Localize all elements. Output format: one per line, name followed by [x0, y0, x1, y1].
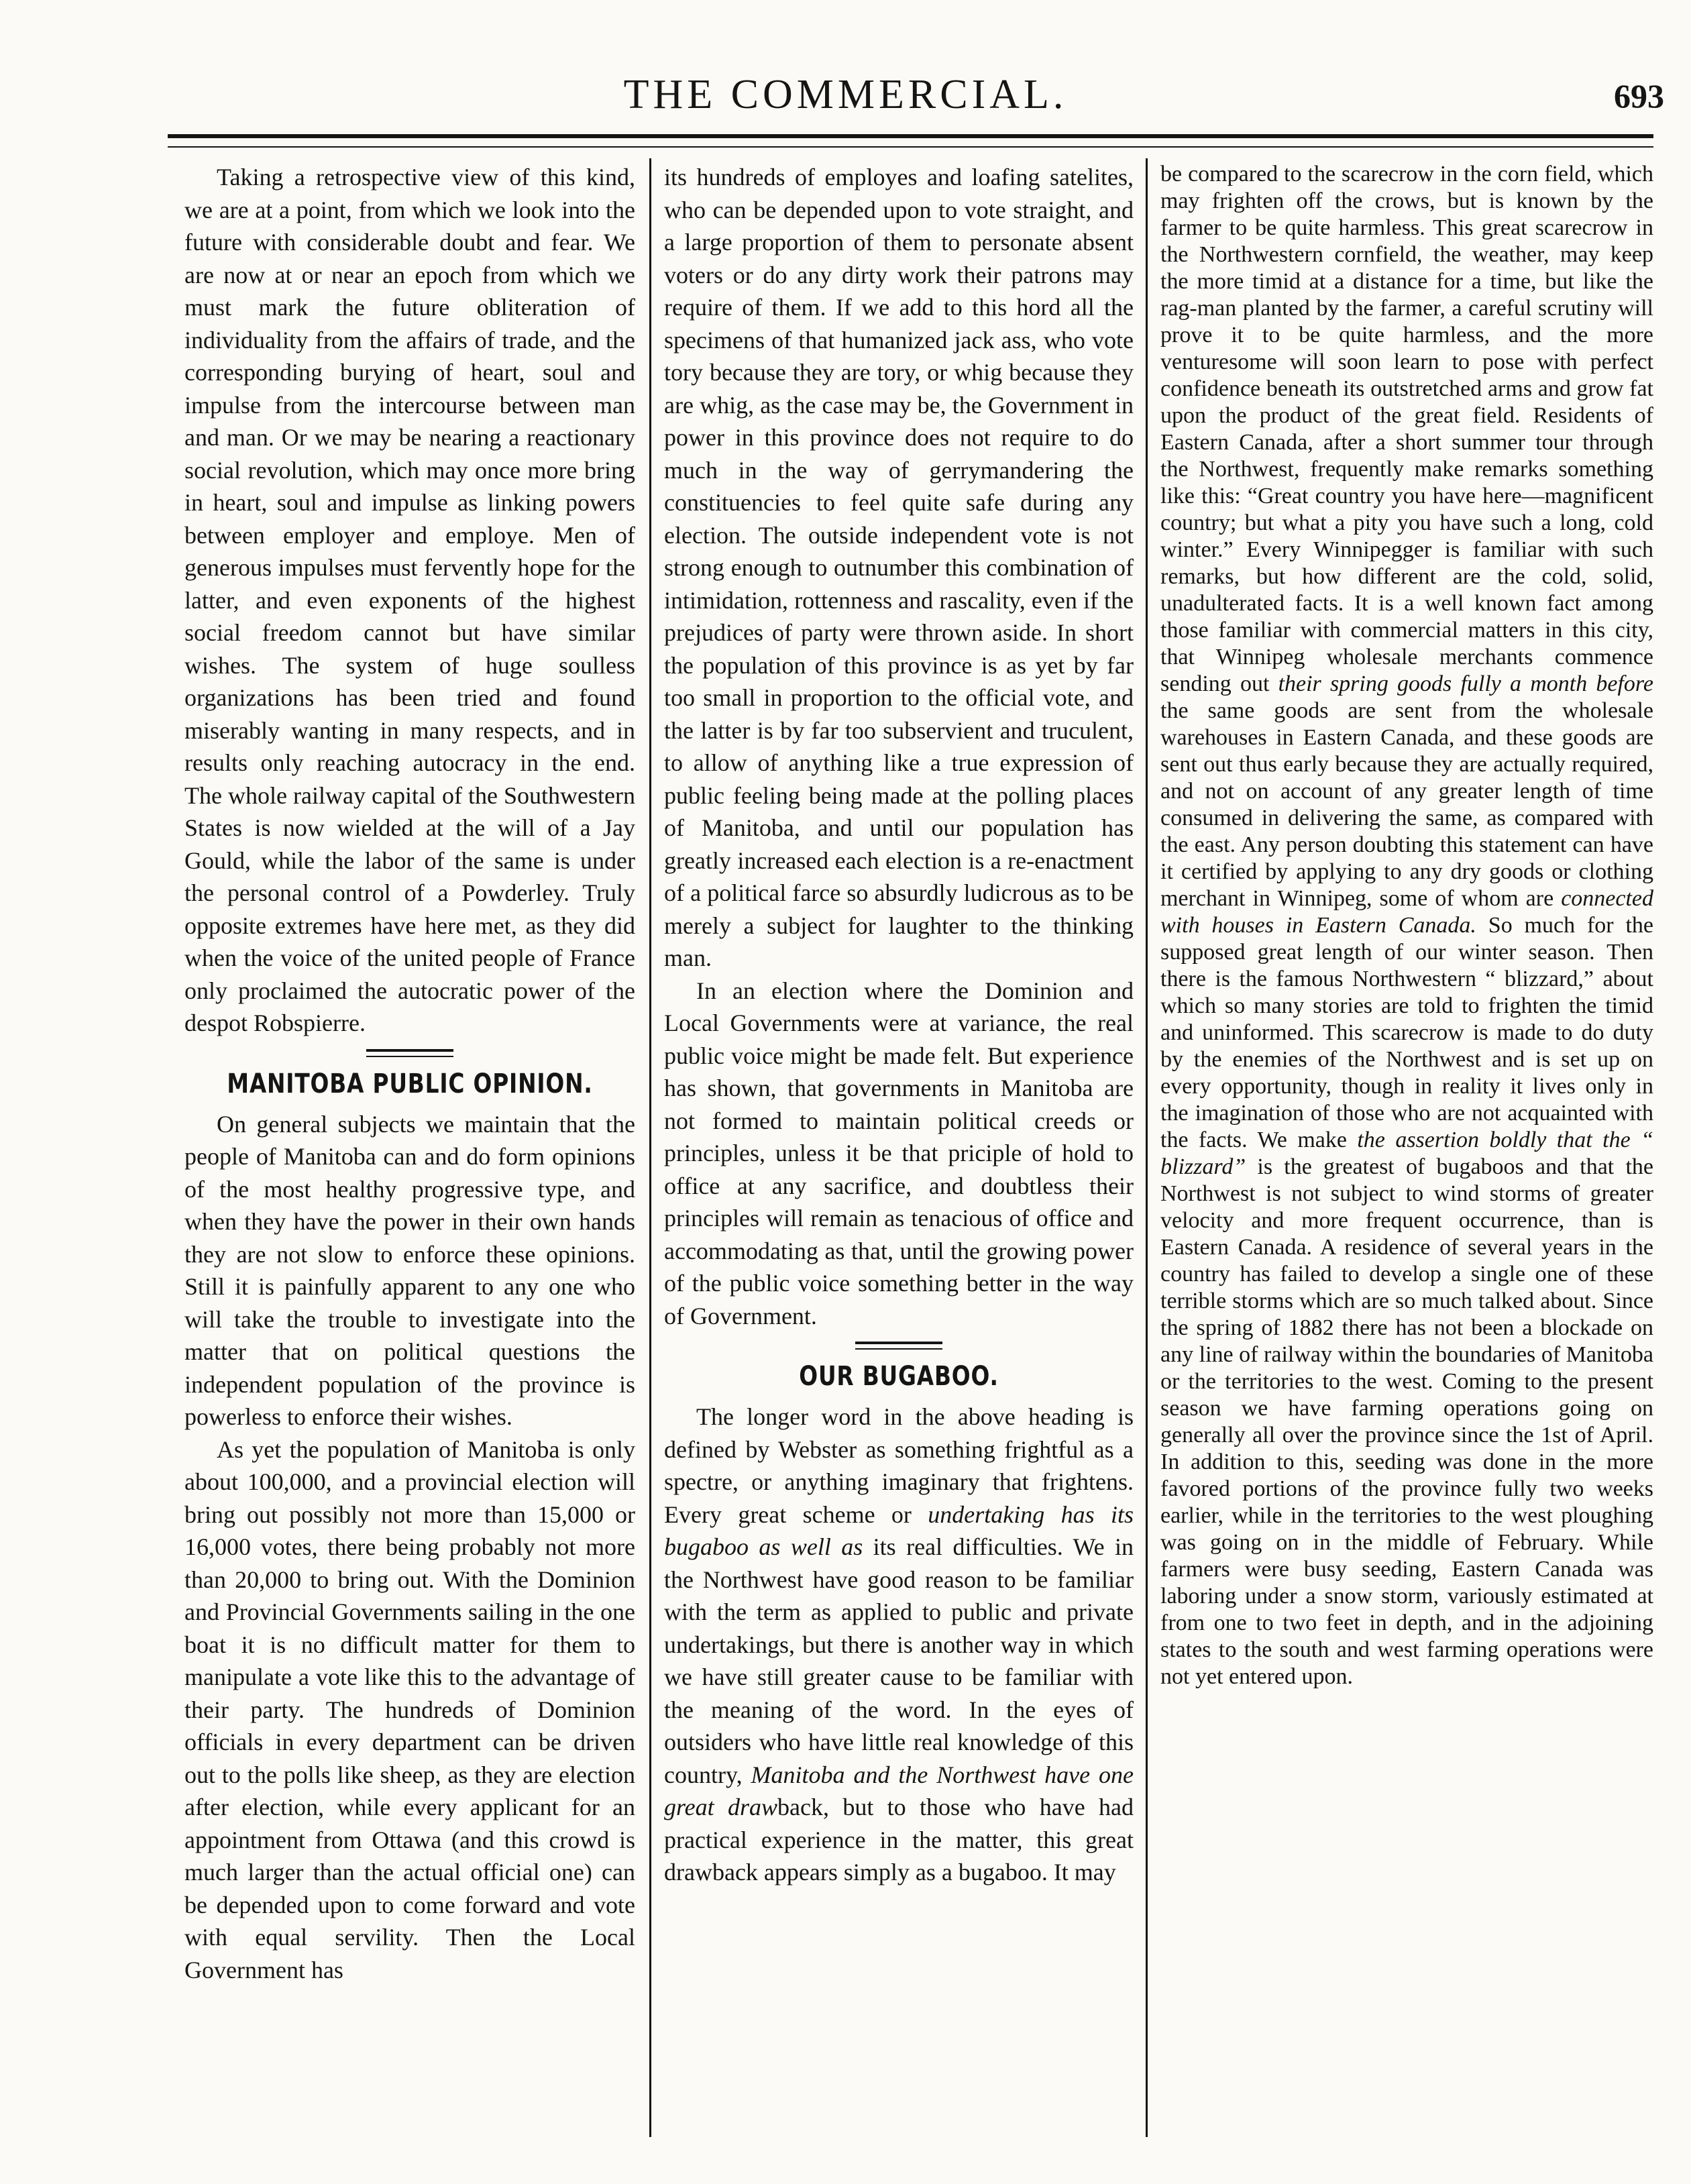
text-run: So much for the supposed great length of our winter season. Then there is the famous Northwestern “ blizzard,” about which so many stories are told to frighten the timid and uninformed. This scarecrow is made to do duty by the enemies of the Northwest and is set up on every opportunity, though in reality it lives only in the imagination of those who are not acquainted with the facts. We make	[1160, 913, 1653, 1152]
column-2	[664, 161, 1134, 2133]
italic-run: their spring goods fully a month before	[1278, 671, 1653, 696]
column-1	[184, 161, 635, 2133]
publication-title: THE COMMERCIAL.	[623, 72, 1068, 117]
page-number: 693	[1614, 77, 1664, 115]
text-run: its real difficulties. We in the Northwest have good reason to be familiar with the term as applied to public and private undertakings, but there is another way in which we have still greater cause to be familiar with the meaning of the word. In the eyes of outsiders who have little real knowledge of this country,	[664, 1533, 1134, 1788]
italic-run: the assertion boldly that the “ blizzard”	[1160, 1128, 1653, 1179]
italic-run: connected with houses in Eastern Canada.	[1160, 886, 1653, 938]
masthead	[0, 0, 1691, 127]
headline-manitoba-public-opinion: MANITOBA PUBLIC OPINION.	[227, 1068, 593, 1099]
article-paragraph: As yet the population of Manitoba is only about 100,000, and a provincial election will bring out possibly not more than 15,000 or 16,000 votes, there being probably not more than 20,000 to bring out. With the Dominion and Provincial Governments sailing in the one boat it is no difficult matter for them to manipulate a vote like this to the advantage of their party. The hundreds of Dominion officials in every department can be driven out to the polls like sheep, as they are election after election, while every applicant for an appointment from Ottawa (and this crowd is much larger than the actual official one) can be depended upon to come forward and vote with equal servility. Then the Local Government has	[184, 1435, 635, 1983]
text-run: be compared to the scarecrow in the corn field, which may frighten off the crows, but is known by the farmer to be quite harmless. This great scarecrow in the Northwestern cornfield, the weather, may keep the more timid at a distance for a time, but like the rag-man planted by the farmer, a careful scrutiny will prove it to be quite harmless, and the more venturesome will soon learn to pose with perfect confidence beneath its outstretched arms and grow fat upon the product of the great field. Residents of Eastern Canada, after a short summer tour through the Northwest, frequently make remarks something like this: “Great country you have here—magnificent country; but what a pity you have such a long, cold winter.” Every Winnipegger is familiar with such remarks, but how different are the cold, solid, unadulterated facts. It is a well known fact among those familiar with commercial matters in this city, that Winnipeg wholesale merchants commence sending out	[1160, 162, 1653, 696]
column-divider-2	[1146, 158, 1148, 2137]
article-paragraph	[1160, 161, 1653, 1690]
section-divider	[366, 1049, 453, 1057]
headline-our-bugaboo: OUR BUGABOO.	[799, 1361, 999, 1392]
italic-run: undertaking has its bugaboo as well as	[664, 1500, 1134, 1560]
section-divider	[855, 1342, 942, 1350]
text-run: is the greatest of bugaboos and that the Northwest is not subject to wind storms of greater velocity and more frequent occurrence, than is Eastern Canada. A residence of several years in the country has failed to develop a single one of these terrible storms which are so much talked about. Since the spring of 1882 there has not been a blockade on any line of railway within the boundaries of Manitoba or the territories to the west. Coming to the present season we have farming operations going on generally all over the province since the 1st of April. In addition to this, seeding was done in the more favored portions of the province fully two weeks earlier, while in the territories to the west ploughing was going on in the middle of February. While farmers were busy seeding, Eastern Canada was laboring under a snow storm, variously estimated at from one to two feet in depth, and in the adjoining states to the south and west farming operations were not yet entered upon.	[1160, 1154, 1653, 1689]
header-rule-thin	[168, 146, 1653, 148]
article-paragraph	[664, 1401, 1134, 1889]
column-3	[1160, 161, 1653, 2133]
article-paragraph: Taking a retrospective view of this kind, we are at a point, from which we look into the future with considerable doubt and fear. We are now at or near an epoch from which we must mark the future obliteration of individuality from the affairs of trade, and the corresponding burying of heart, soul and impulse from the intercourse between man and man. Or we may be nearing a reactionary social revolution, which may once more bring in heart, soul and impulse as linking powers between employer and employe. Men of generous impulses must fervently hope for the latter, and even exponents of the highest social freedom cannot but have similar wishes. The system of huge soulless organizations has been tried and found miserably wanting in many respects, and in results only reaching autocracy in the end. The whole railway capital of the Southwestern States is now wielded at the will of a Jay Gould, while the labor of the same is under the personal control of a Powderley. Truly opposite extremes have here met, as they did when the voice of the united people of France only proclaimed the autocratic power of the despot Robspierre.	[184, 164, 635, 1036]
italic-run: Manitoba and the Northwest have one great draw	[664, 1761, 1134, 1820]
article-paragraph: On general subjects we maintain that the people of Manitoba can and do form opinions of the most healthy progressive type, and when they have the power in their own hands they are not slow to enforce these opinions. Still it is painfully apparent to any one who will take the trouble to investigate into the matter that on political questions the independent population of the province is powerless to enforce their wishes.	[184, 1110, 635, 1430]
text-run: the same goods are sent from the wholesale warehouses in Eastern Canada, and these goods are sent out thus early because they are actually required, and not on account of any greater length of time consumed in delivering the same, as compared with the east. Any person doubting this statement can have it certified by applying to any dry goods or clothing merchant in Winnipeg, some of whom are	[1160, 698, 1653, 911]
column-divider-1	[649, 158, 651, 2137]
header-rule-thick	[168, 134, 1653, 138]
article-paragraph: its hundreds of employes and loafing satelites, who can be depended upon to vote straight, and a large proportion of them to personate absent voters or do any dirty work their patrons may require of them. If we add to this hord all the specimens of that humanized jack ass, who vote tory because they are tory, or whig because they are whig, as the case may be, the Government in power in this province does not require to do much in the way of gerrymandering the constituencies to feel quite safe during any election. The outside independent vote is not strong enough to outnumber this combination of intimidation, rottenness and rascality, even if the prejudices of party were thrown aside. In short the population of this province is as yet by far too small in proportion to the official vote, and the latter is by far too subservient and truculent, to allow of anything like a true expression of public feeling being made at the polling places of Manitoba, and until our population has greatly increased each election is a re-enactment of a political farce so absurdly ludicrous as to be merely a subject for laughter to the thinking man.	[664, 164, 1134, 971]
article-paragraph: In an election where the Dominion and Local Governments were at variance, the real public voice might be made felt. But experience has shown, that governments in Manitoba are not formed to maintain political creeds or principles, unless it be that priciple of hold to office at any sacrifice, and doubtless their principles will remain as tenacious of office and accommodating as that, until the growing power of the public voice something better in the way of Government.	[664, 977, 1134, 1329]
text-run: back, but to those who have had practical experience in the matter, this great drawback appears simply as a bugaboo. It may	[664, 1794, 1134, 1886]
text-run: The longer word in the above heading is defined by Webster as something frightful as a spectre, or anything imaginary that frightens. Every great scheme or	[664, 1403, 1134, 1528]
